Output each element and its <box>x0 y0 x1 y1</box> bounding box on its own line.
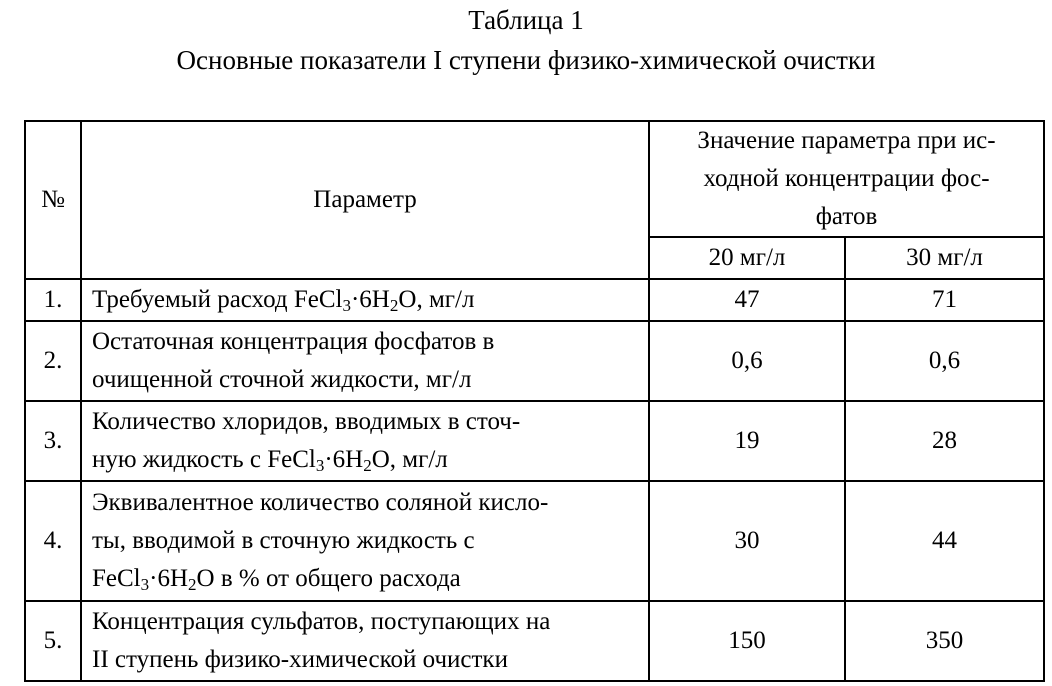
table-row <box>25 279 1044 321</box>
table-row <box>25 481 1044 601</box>
table-row <box>25 601 1044 681</box>
value-20-mg-l: 47 <box>649 279 845 321</box>
header-20-mg-l: 20 мг/л <box>649 237 845 279</box>
row-number: 3. <box>25 401 81 481</box>
header-row <box>25 121 1044 237</box>
value-30-mg-l: 0,6 <box>845 321 1044 401</box>
parameters-table <box>24 120 1045 682</box>
header-number: № <box>25 121 81 279</box>
value-20-mg-l: 0,6 <box>649 321 845 401</box>
table-row <box>25 401 1044 481</box>
row-number: 5. <box>25 601 81 681</box>
parameter-line: Эквивалентное количество соляной кисло- <box>92 489 549 516</box>
parameter-line: очищенной сточной жидкости, мг/л <box>92 366 472 393</box>
header-value-group <box>649 121 1044 237</box>
row-number: 4. <box>25 481 81 601</box>
row-parameter <box>81 321 649 401</box>
value-20-mg-l: 30 <box>649 481 845 601</box>
row-parameter <box>81 401 649 481</box>
value-30-mg-l: 44 <box>845 481 1044 601</box>
row-parameter <box>81 601 649 681</box>
row-number: 1. <box>25 279 81 321</box>
value-20-mg-l: 19 <box>649 401 845 481</box>
parameter-line: $FeCl_3\cdot 6H_2O$ в % от общего расхода <box>92 565 461 594</box>
parameter-line: Требуемый расход $FeCl_3\cdot 6H_2O$, мг/л <box>92 286 475 315</box>
header-value-group-line: Значение параметра при ис- <box>697 127 996 154</box>
table-row <box>25 321 1044 401</box>
header-value-group-line: ходной концентрации фос- <box>703 165 990 192</box>
header-parameter: Параметр <box>81 121 649 279</box>
parameter-line: Остаточная концентрация фосфатов в <box>92 328 495 355</box>
value-30-mg-l: 28 <box>845 401 1044 481</box>
value-30-mg-l: 350 <box>845 601 1044 681</box>
value-30-mg-l: 71 <box>845 279 1044 321</box>
table-title: Основные показатели I ступени физико-химической очистки <box>176 45 876 75</box>
header-value-group-line: фатов <box>815 203 878 230</box>
header-30-mg-l: 30 мг/л <box>845 237 1044 279</box>
table-number: Таблица 1 <box>468 5 584 35</box>
parameter-line: Концентрация сульфатов, поступающих на <box>92 608 551 635</box>
row-parameter <box>81 481 649 601</box>
parameter-line: II ступень физико-химической очистки <box>92 646 508 673</box>
parameter-line: ты, вводимой в сточную жидкость с <box>92 527 475 554</box>
row-number: 2. <box>25 321 81 401</box>
value-20-mg-l: 150 <box>649 601 845 681</box>
parameter-line: Количество хлоридов, вводимых в сточ- <box>92 408 521 435</box>
row-parameter <box>81 279 649 321</box>
parameter-line: ную жидкость с $FeCl_3\cdot 6H_2O$, мг/л <box>92 446 448 475</box>
